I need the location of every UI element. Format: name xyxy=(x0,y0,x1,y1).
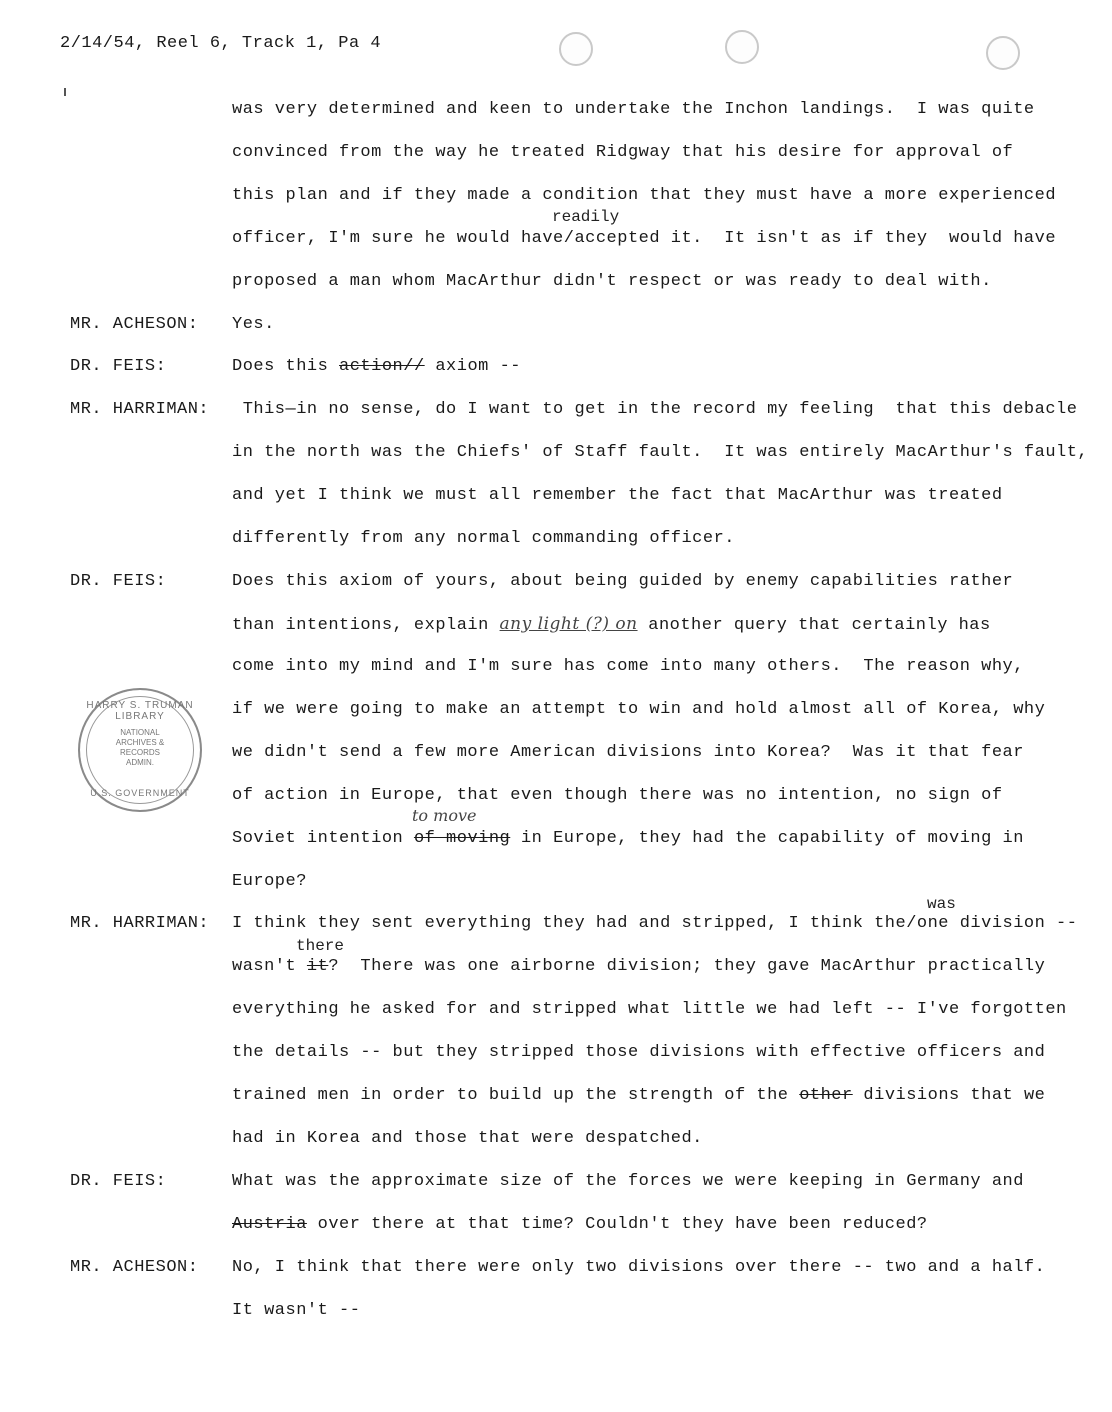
line-text-after: ? There was one airborne division; they gave MacArthur practically xyxy=(328,957,1046,976)
line-text-after: axiom -- xyxy=(424,357,521,376)
speaker-label: DR. FEIS: xyxy=(70,572,167,591)
library-stamp xyxy=(78,688,202,812)
transcript-line xyxy=(232,914,1077,934)
transcript-line xyxy=(232,786,1003,806)
transcript-line xyxy=(232,829,1024,849)
transcript-line xyxy=(232,486,1003,506)
line-text: and yet I think we must all remember the fact that MacArthur was treated xyxy=(232,486,1003,505)
speaker-label: MR. ACHESON: xyxy=(70,315,199,334)
transcript-line xyxy=(232,1000,1067,1020)
punch-hole xyxy=(559,32,593,66)
transcript-line xyxy=(232,529,735,549)
speaker-label: DR. FEIS: xyxy=(70,357,167,376)
transcript-line xyxy=(232,186,1056,206)
line-text: come into my mind and I'm sure has come into many others. The reason why, xyxy=(232,657,1024,676)
line-text: officer, I'm sure he would have/accepted it. It isn't as if they would have xyxy=(232,229,1057,248)
punch-hole xyxy=(725,30,759,64)
line-text: than intentions, explain xyxy=(232,616,500,635)
transcript-line xyxy=(232,229,1056,249)
transcript-line xyxy=(232,743,1024,763)
line-text: everything he asked for and stripped what little we had left -- I've forgotten xyxy=(232,1000,1067,1019)
line-text: This—in no sense, do I want to get in the record my feeling that this debacle xyxy=(232,400,1078,419)
insertion-there: there xyxy=(296,937,345,955)
struck-text: of moving xyxy=(413,829,511,848)
transcript-line xyxy=(232,657,1024,677)
line-text: convinced from the way he treated Ridgway that his desire for approval of xyxy=(232,143,1014,162)
transcript-line xyxy=(232,700,1045,720)
line-text: we didn't send a few more American divisions into Korea? Was it that fear xyxy=(232,743,1024,762)
speaker-label: DR. FEIS: xyxy=(70,1172,167,1191)
struck-text: it xyxy=(306,957,329,976)
stamp-top-text: HARRY S. TRUMAN LIBRARY xyxy=(86,700,194,722)
transcript-line xyxy=(232,100,1035,120)
insertion-was: was xyxy=(927,895,956,913)
line-text: Does this xyxy=(232,357,340,376)
transcript-line xyxy=(232,400,1077,420)
transcript-line xyxy=(232,143,1013,163)
handwritten-insertion: any light (?) on xyxy=(499,614,638,634)
line-text-after: divisions that we xyxy=(852,1086,1046,1105)
transcript-line xyxy=(232,357,521,377)
line-text: this plan and if they made a condition that they must have a more experienced xyxy=(232,186,1057,205)
struck-text: Austria xyxy=(232,1215,307,1234)
stamp-bottom-text: U.S. GOVERNMENT xyxy=(90,788,190,798)
transcript-line xyxy=(232,1086,1045,1106)
punch-hole xyxy=(986,36,1020,70)
page-header: 2/14/54, Reel 6, Track 1, Pa 4 xyxy=(60,34,382,53)
line-text: was very determined and keen to undertake the Inchon landings. I was quite xyxy=(232,100,1035,119)
transcript-line xyxy=(232,614,991,636)
speaker-label: MR. ACHESON: xyxy=(70,1258,199,1277)
line-text: What was the approximate size of the forces we were keeping in Germany and xyxy=(232,1172,1024,1191)
stamp-center-text: NATIONAL ARCHIVES & RECORDS ADMIN. xyxy=(115,728,165,767)
line-text: of action in Europe, that even though there was no intention, no sign of xyxy=(232,786,1003,805)
line-text: in the north was the Chiefs' of Staff fault. It was entirely MacArthur's fault, xyxy=(232,443,1089,462)
transcript-line xyxy=(232,1215,928,1235)
line-text-after: in Europe, they had the capability of moving in xyxy=(510,829,1024,848)
line-text: It wasn't -- xyxy=(232,1301,361,1320)
transcript-line xyxy=(232,1129,703,1149)
line-text: I think they sent everything they had and stripped, I think the/one division -- xyxy=(232,914,1078,933)
speaker-label: MR. HARRIMAN: xyxy=(70,400,210,419)
line-text: the details -- but they stripped those divisions with effective officers and xyxy=(232,1043,1046,1062)
struck-text: other xyxy=(799,1086,853,1105)
insertion-readily: readily xyxy=(552,208,620,226)
struck-text: action// xyxy=(339,357,425,376)
line-text: differently from any normal commanding officer. xyxy=(232,529,735,548)
transcript-line xyxy=(232,957,1045,977)
transcript-line xyxy=(232,1301,360,1321)
line-text: Europe? xyxy=(232,872,307,891)
line-text: Soviet intention xyxy=(232,829,414,848)
line-text: Yes. xyxy=(232,315,275,334)
insertion-to-move: to move xyxy=(412,806,477,825)
speaker-label: MR. HARRIMAN: xyxy=(70,914,210,933)
line-text: No, I think that there were only two divisions over there -- two and a half. xyxy=(232,1258,1046,1277)
transcript-line xyxy=(232,315,275,335)
line-text: proposed a man whom MacArthur didn't respect or was ready to deal with. xyxy=(232,272,992,291)
line-text: if we were going to make an attempt to win and hold almost all of Korea, why xyxy=(232,700,1046,719)
line-text: trained men in order to build up the strength of the xyxy=(232,1086,800,1105)
transcript-line xyxy=(232,572,1013,592)
line-text-after: over there at that time? Couldn't they have been reduced? xyxy=(306,1215,928,1234)
transcript-line xyxy=(232,1043,1045,1063)
transcript-line xyxy=(232,1258,1045,1278)
line-text: Does this axiom of yours, about being guided by enemy capabilities rather xyxy=(232,572,1014,591)
transcript-line xyxy=(232,1172,1024,1192)
transcript-line xyxy=(232,272,992,292)
transcript-line xyxy=(232,872,307,892)
line-text: had in Korea and those that were despatched. xyxy=(232,1129,703,1148)
line-text: wasn't xyxy=(232,957,307,976)
transcript-line xyxy=(232,443,1088,463)
margin-mark xyxy=(64,88,66,96)
line-text-after: another query that certainly has xyxy=(637,616,991,635)
